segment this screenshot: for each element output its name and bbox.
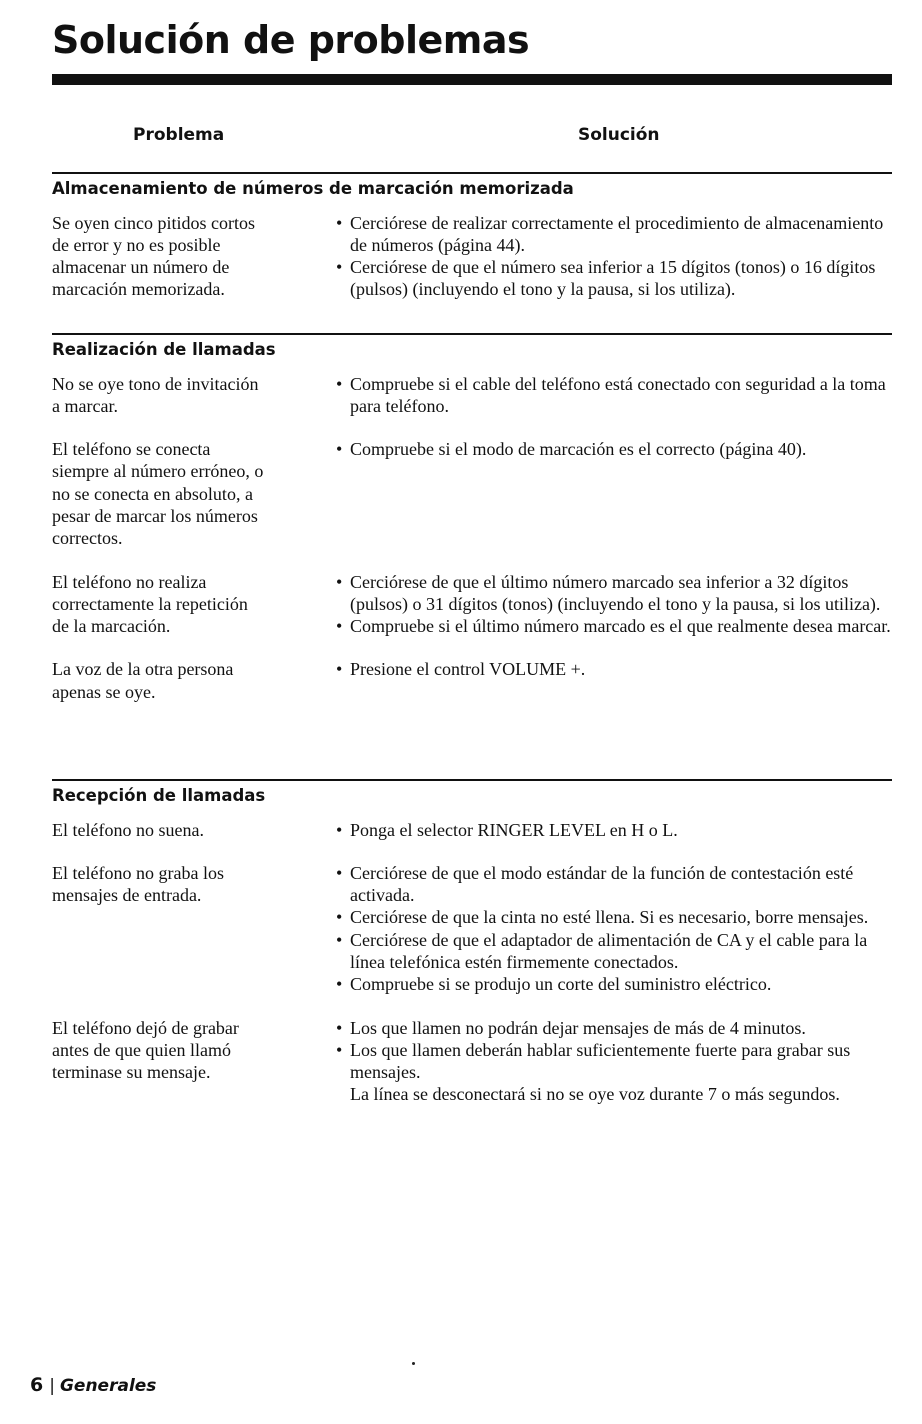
solution-item: • Presione el control VOLUME +.: [336, 658, 892, 680]
problem-text: Se oyen cinco pitidos cortos de error y no es posible almacenar un número de marcación memorizada.: [52, 212, 255, 300]
solution-list: [336, 1017, 892, 1106]
problem-text: La voz de la otra persona apenas se oye.: [52, 659, 234, 702]
solution-item: • Cerciórese de realizar correctamente el procedimiento de almacenamiento de números (página 44).: [336, 212, 892, 257]
problem-text: El teléfono dejó de grabar antes de que quien llamó terminase su mensaje.: [52, 1017, 239, 1083]
page-number: 6: [30, 1374, 44, 1396]
page-title: Solución de problemas: [52, 18, 530, 62]
trouble-row: [52, 862, 892, 996]
problem-text: El teléfono no suena.: [52, 819, 204, 840]
solution-list: [336, 571, 892, 638]
trouble-row: [52, 571, 892, 638]
title-rule: [52, 74, 892, 85]
solution-item: • Cerciórese de que el número sea inferior a 15 dígitos (tonos) o 16 dígitos (pulsos) (incluyendo el tono y la pausa, si los utiliza).: [336, 256, 892, 301]
trouble-row: [52, 1017, 892, 1106]
footer-separator: |: [49, 1376, 55, 1396]
problem-text: El teléfono no graba los mensajes de entrada.: [52, 862, 224, 906]
section-rule: [52, 333, 892, 335]
solution-list: [336, 438, 892, 549]
solution-note: La línea se desconectará si no se oye voz durante 7 o más segundos.: [350, 1084, 840, 1105]
solution-item: • Los que llamen deberán hablar suficientemente fuerte para grabar sus mensajes.: [336, 1039, 892, 1084]
trouble-row: [52, 373, 892, 418]
solution-item: • Cerciórese de que el último número marcado sea inferior a 32 dígitos (pulsos) o 31 dígitos (tonos) (incluyendo el tono y la pausa, si los utiliza).: [336, 571, 892, 616]
section-receiving-calls: [52, 779, 892, 1127]
solution-item: • Cerciórese de que el adaptador de alimentación de CA y el cable para la línea telefónica estén firmemente conectados.: [336, 929, 892, 974]
speck-dot: [412, 1362, 415, 1365]
section-rule: [52, 172, 892, 174]
solution-item: • Cerciórese de que el modo estándar de la función de contestación esté activada.: [336, 862, 892, 907]
solution-item: • Compruebe si el modo de marcación es el correcto (página 40).: [336, 438, 892, 460]
solution-item: • Ponga el selector RINGER LEVEL en H o L.: [336, 819, 892, 841]
section-title: Realización de llamadas: [52, 339, 276, 359]
solution-item: • Compruebe si el cable del teléfono está conectado con seguridad a la toma para teléfono.: [336, 373, 892, 418]
page-footer: [30, 1374, 156, 1396]
solution-item: • Los que llamen no podrán dejar mensajes de más de 4 minutos.: [336, 1017, 892, 1039]
solution-item: • Compruebe si el último número marcado es el que realmente desea marcar.: [336, 615, 892, 637]
trouble-row: [52, 819, 892, 841]
solution-item: • Compruebe si se produjo un corte del suministro eléctrico.: [336, 973, 892, 995]
section-making-calls: [52, 333, 892, 724]
trouble-row: [52, 658, 892, 703]
column-header-problem: Problema: [133, 125, 225, 145]
solution-list: [336, 658, 892, 703]
trouble-row: [52, 212, 892, 301]
problem-text: No se oye tono de invitación a marcar.: [52, 373, 259, 416]
solution-list: [336, 862, 892, 996]
section-title: Recepción de llamadas: [52, 785, 266, 805]
solution-item: • Cerciórese de que la cinta no esté llena. Si es necesario, borre mensajes.: [336, 906, 892, 928]
section-rule: [52, 779, 892, 781]
footer-section-name: Generales: [59, 1376, 157, 1396]
column-header-solution: Solución: [578, 125, 660, 145]
section-title: Almacenamiento de números de marcación memorizada: [52, 178, 574, 198]
trouble-row: [52, 438, 892, 549]
solution-list: [336, 212, 892, 301]
section-storage: [52, 172, 892, 322]
problem-text: El teléfono no realiza correctamente la repetición de la marcación.: [52, 571, 248, 637]
solution-list: [336, 373, 892, 418]
solution-list: [336, 819, 892, 841]
problem-text: El teléfono se conecta siempre al número erróneo, o no se conecta en absoluto, a pesar de marcar los números correctos.: [52, 439, 264, 549]
